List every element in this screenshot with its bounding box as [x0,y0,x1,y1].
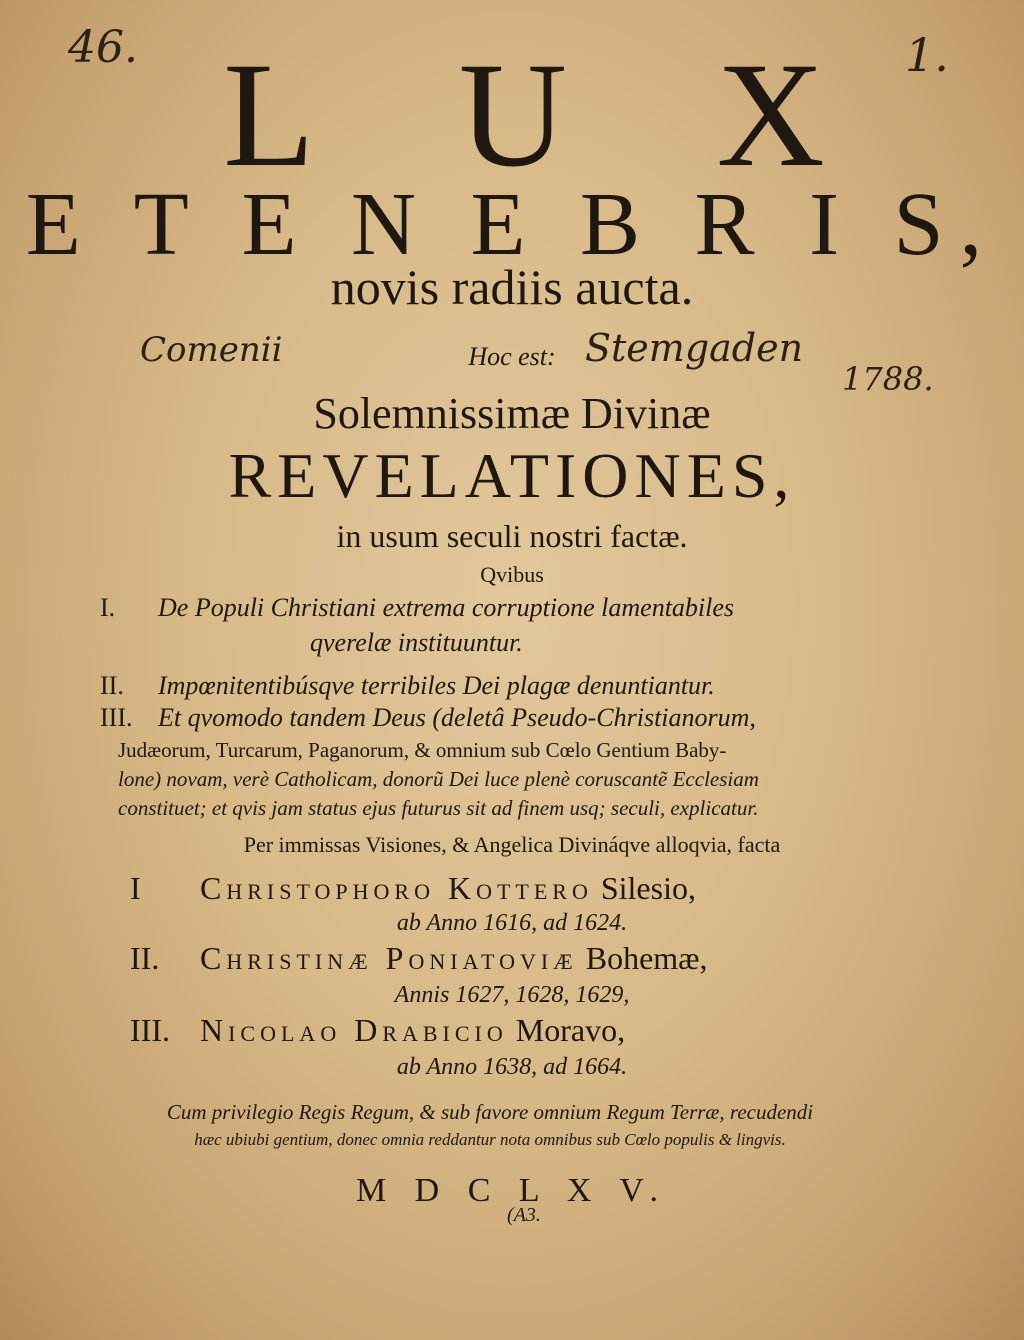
recipient-3-dates: ab Anno 1638, ad 1664. [396,1054,628,1080]
recipient-name: Christophoro Kottero [200,870,593,906]
recipient-3 [130,1014,910,1046]
recipient-2-dates: Annis 1627, 1628, 1629, [394,982,630,1008]
recipient-2 [130,942,910,974]
item-3-paragraph [118,736,908,823]
title-lux: L U X [223,32,881,198]
recipient-number: III. [130,1012,170,1048]
title-solemnissimae: Solemnissimæ Divinæ [313,389,711,438]
item-text: Impœnitentibúsqve terribiles Dei plagæ denuntiantur. [158,671,715,700]
item-3 [100,702,900,733]
recipient-number: II. [130,940,160,976]
paragraph-line: lone) novam, verè Catholicam, donorũ Dei luce plenè coruscantẽ Ecclesiam [118,767,759,791]
item-1-continuation: qverelæ instituuntur. [310,628,523,657]
imprint-year: M D C L X V. [355,1172,669,1209]
recipient-number: I [130,870,141,906]
item-number: II. [100,671,124,700]
item-2 [100,670,900,701]
handwritten-owner-note: Stemgaden [585,326,804,370]
recipient-name: Nicolao Drabicio [200,1012,508,1048]
handwritten-author-note: Comenii [140,330,283,370]
recipient-origin: Moravo, [515,1012,626,1048]
recipient-1-dates: ab Anno 1616, ad 1624. [396,910,628,936]
item-number: I. [100,593,116,622]
recipient-name: Christinæ Poniatoviæ [200,940,578,976]
handwritten-shelf-number: 46. [68,22,138,73]
per-visiones-line: Per immissas Visiones, & Angelica Divináqve alloqvia, facta [243,832,781,857]
item-text: Et qvomodo tandem Deus (deletâ Pseudo-Christianorum, [158,703,756,732]
paragraph-line: Judæorum, Turcarum, Paganorum, & omnium sub Cœlo Gentium Baby- [118,738,727,762]
handwritten-page-mark: 1. [905,28,949,82]
recipient-1 [130,872,910,904]
title-novis-radiis: novis radiis aucta. [330,259,694,315]
privilege-statement [80,1098,900,1154]
privilege-line: hæc ubiubi gentium, donec omnia reddantur nota omnibus sub Cœlo populis & lingvis. [194,1130,786,1149]
signature-mark: (A3. [507,1204,541,1226]
item-text: De Populi Christiani extrema corruptione lamentabiles [158,593,735,622]
recipient-origin: Bohemæ, [585,940,708,976]
hoc-est: Hoc est: [468,342,556,371]
paragraph-line: constituet; et qvis jam status ejus futurus sit ad finem usq; seculi, explicatur. [118,796,759,820]
item-number: III. [100,703,133,732]
handwritten-year-note: 1788. [842,360,934,398]
title-in-usum: in usum seculi nostri factæ. [336,518,688,554]
title-revelationes: REVELATIONES, [228,440,796,511]
qvibus-heading: Qvibus [480,562,544,587]
recipient-origin: Silesio, [600,870,696,906]
title-etenebris: E T E N E B R I S, [25,175,999,274]
item-1 [100,592,900,623]
privilege-line: Cum privilegio Regis Regum, & sub favore omnium Regum Terræ, recudendi [166,1100,814,1124]
